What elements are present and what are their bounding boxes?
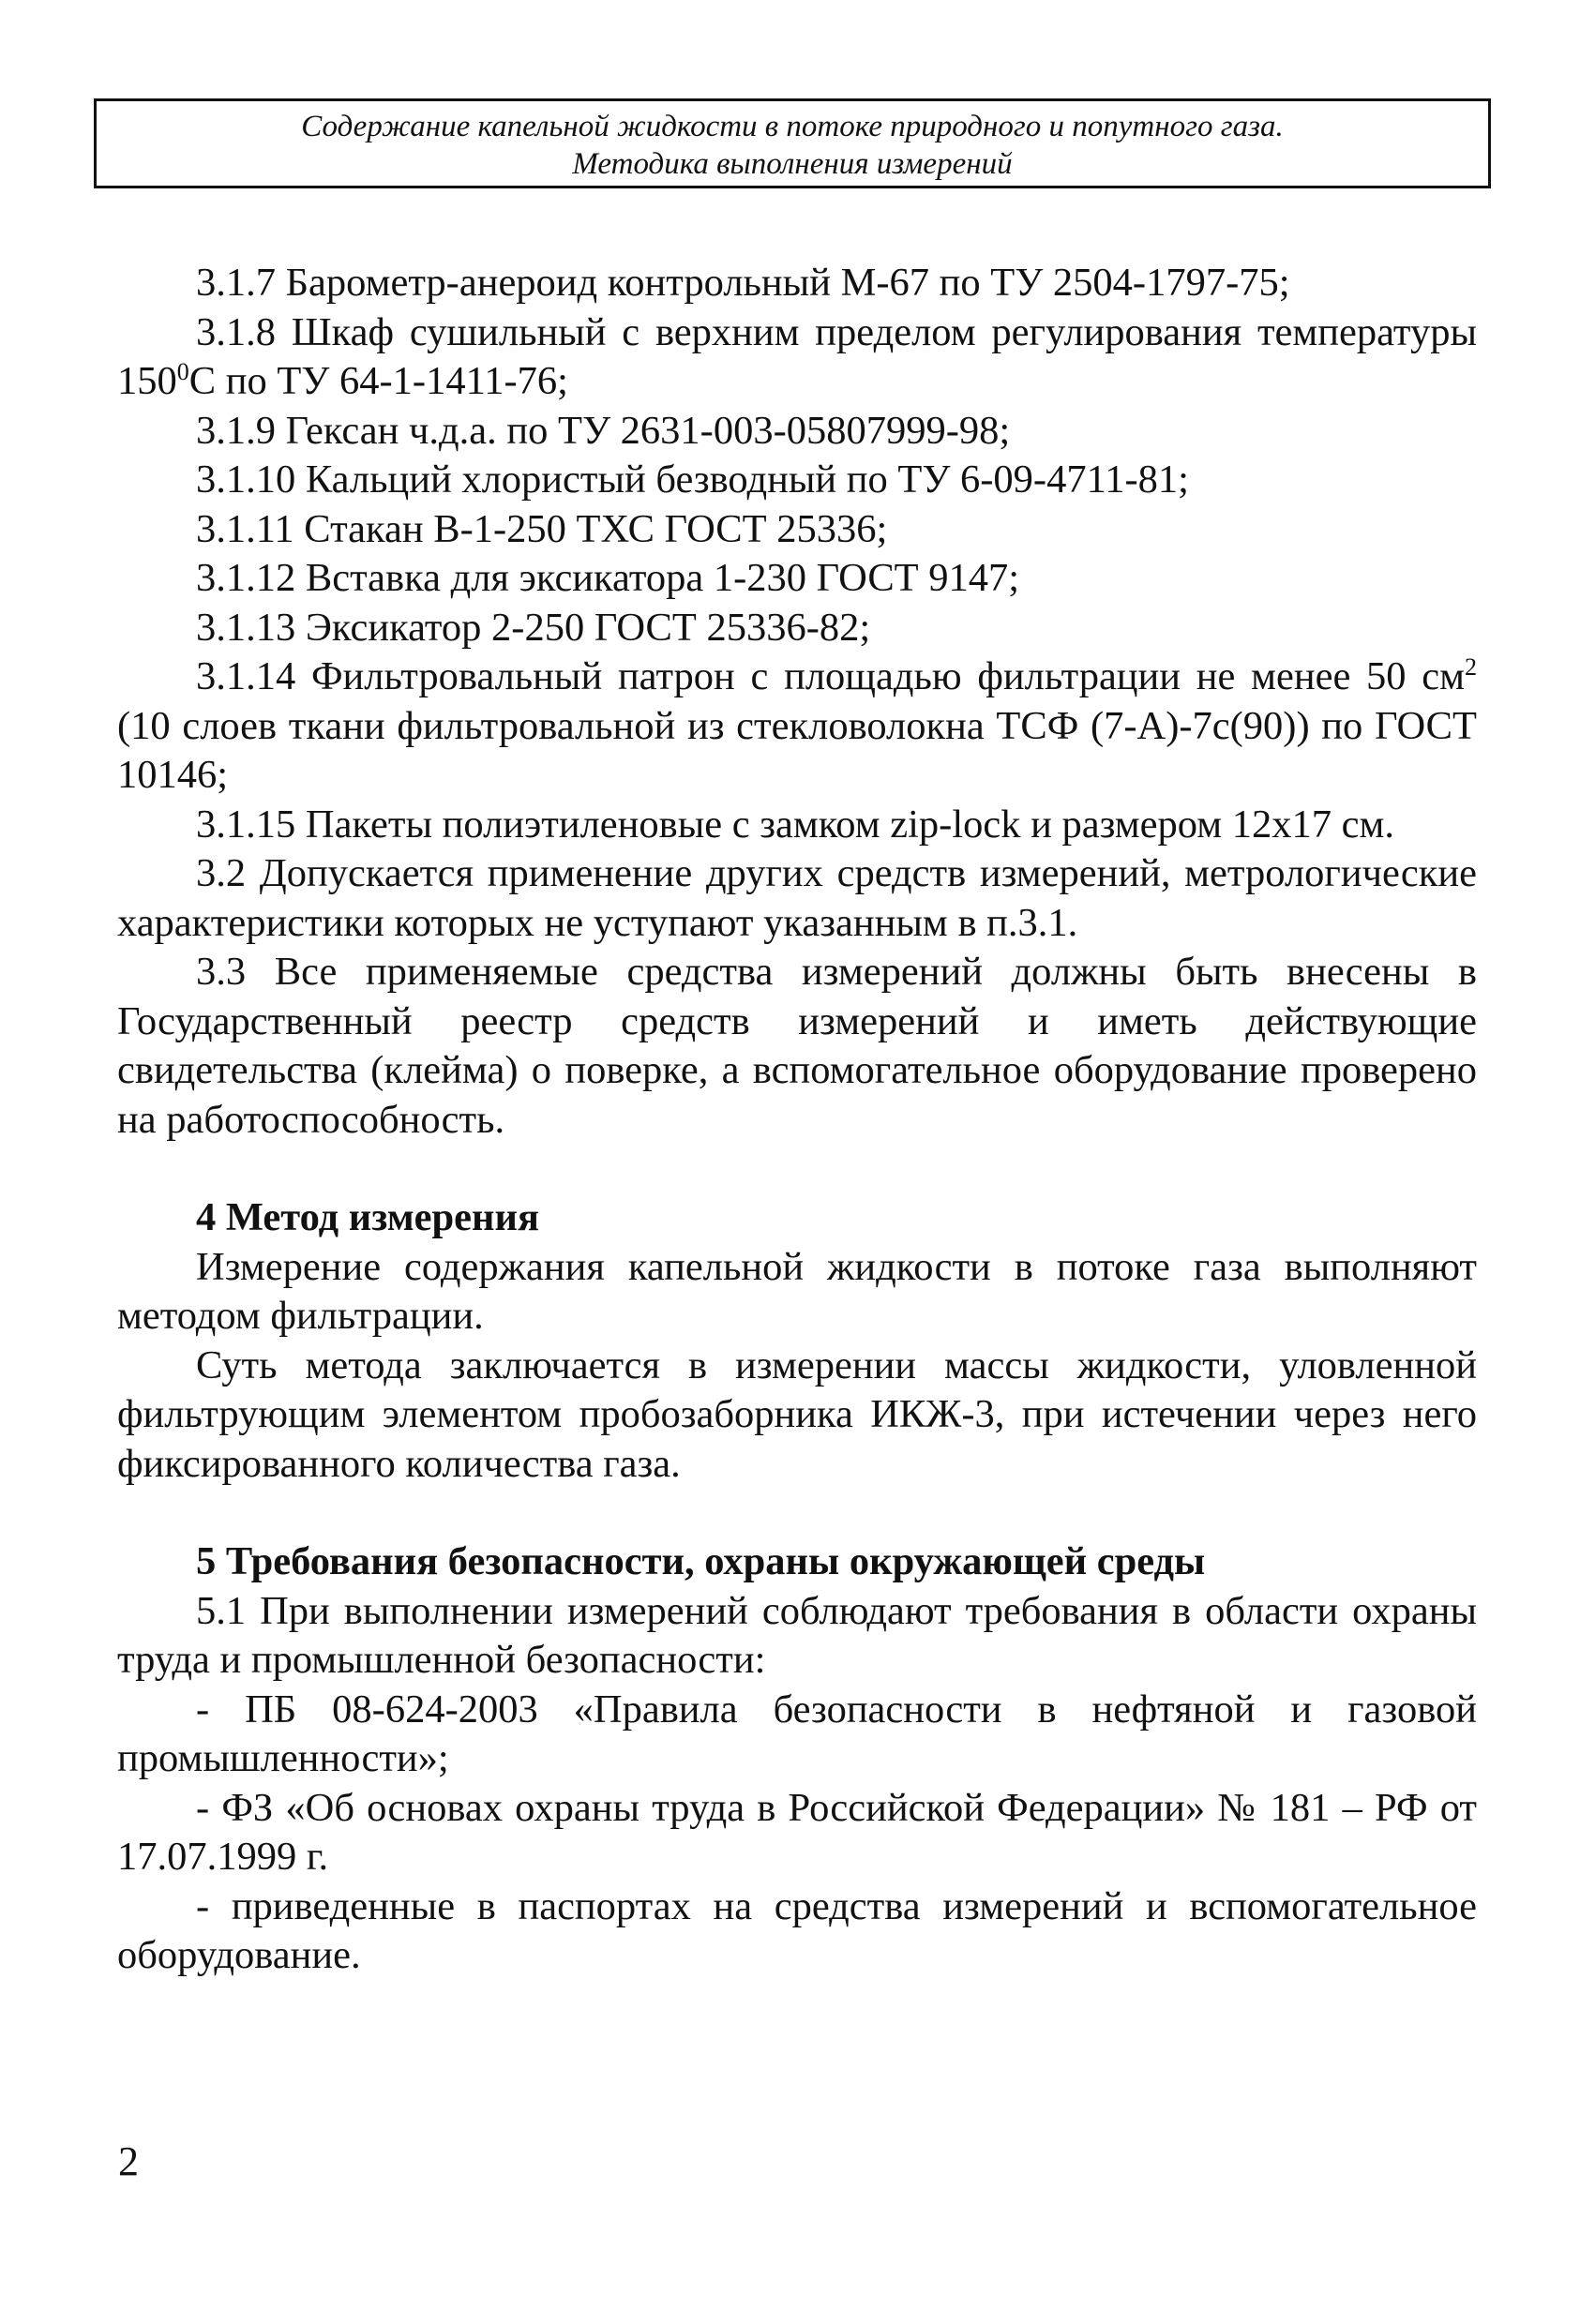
running-header (94, 98, 1491, 188)
item-3-1-8 (117, 308, 1477, 407)
item-3-1-13: 3.1.13 Эксикатор 2-250 ГОСТ 25336-82; (196, 605, 871, 650)
item-3-1-10: 3.1.10 Кальций хлористый безводный по ТУ 6-09-4711-81; (196, 457, 1189, 502)
paragraph-3-3: 3.3 Все применяемые средства измерений должны быть внесены в Государственный реестр средств измерений и иметь действующие свидетельства (клейма) о поверке, а вспомогательное оборудование проверено на работоспособность. (117, 950, 1477, 1142)
item-3-1-15: 3.1.15 Пакеты полиэтиленовые с замком zip-lock и размером 12x17 см. (196, 802, 1395, 847)
item-3-1-12: 3.1.12 Вставка для эксикатора 1-230 ГОСТ 9147; (196, 556, 1020, 600)
item-3-1-14-square-sup: 2 (1465, 652, 1477, 681)
item-3-1-14-text-a: 3.1.14 Фильтровальный патрон с площадью фильтрации не менее 50 см (196, 654, 1465, 698)
item-3-1-9: 3.1.9 Гексан ч.д.а. по ТУ 2631-003-05807999-98; (196, 408, 1011, 453)
section-4-heading: 4 Метод измерения (196, 1195, 540, 1239)
item-3-1-11: 3.1.11 Стакан В-1-250 ТХС ГОСТ 25336; (196, 506, 888, 551)
section-5-bullet-3: - приведенные в паспортах на средства измерений и вспомогательное оборудование. (117, 1883, 1477, 1977)
page-number: 2 (118, 2138, 139, 2184)
page-body (117, 259, 1477, 1981)
section-5-paragraph-1: 5.1 При выполнении измерений соблюдают требования в области охраны труда и промышленной безопасности: (117, 1588, 1477, 1682)
item-3-1-7: 3.1.7 Барометр-анероид контрольный М-67 по ТУ 2504-1797-75; (196, 261, 1290, 305)
header-title-line2: Методика выполнения измерений (572, 147, 1013, 181)
item-3-1-14-text-b: (10 слоев ткани фильтровальной из стекловолокна ТСФ (7-А)-7с(90)) по ГОСТ 10146; (117, 703, 1477, 797)
paragraph-3-2: 3.2 Допускается применение других средств измерений, метрологические характеристики которых не уступают указанным в п.3.1. (117, 851, 1477, 945)
item-3-1-8-text-a: 3.1.8 Шкаф сушильный с верхним пределом регулирования температуры 150 (117, 309, 1477, 403)
section-5-heading: 5 Требования безопасности, охраны окружающей среды (196, 1539, 1206, 1583)
item-3-1-8-text-b: С по ТУ 64-1-1411-76; (188, 359, 568, 403)
header-title-line1: Содержание капельной жидкости в потоке природного и попутного газа. (301, 110, 1284, 143)
section-4-paragraph-1: Измерение содержания капельной жидкости в потоке газа выполняют методом фильтрации. (117, 1244, 1477, 1338)
item-3-1-14 (117, 652, 1477, 801)
section-4-paragraph-2: Суть метода заключается в измерении массы жидкости, уловленной фильтрующим элементом пробозаборника ИКЖ-3, при истечении через него фиксированного количества газа. (117, 1342, 1477, 1486)
item-3-1-8-degree-sup: 0 (176, 357, 189, 385)
section-5-bullet-1: - ПБ 08-624-2003 «Правила безопасности в нефтяной и газовой промышленности»; (117, 1687, 1477, 1780)
section-5-bullet-2: - ФЗ «Об основах охраны труда в Российской Федерации» № 181 – РФ от 17.07.1999 г. (117, 1785, 1477, 1879)
